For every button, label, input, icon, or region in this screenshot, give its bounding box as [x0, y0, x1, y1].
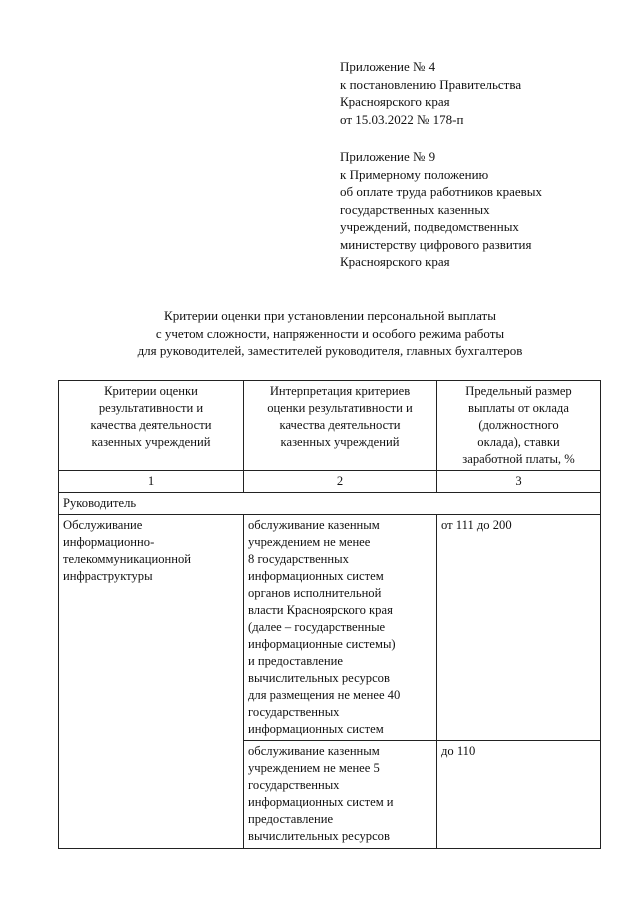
interpretation-line: обслуживание казенным	[248, 518, 380, 532]
header-line: Интерпретация критериев	[269, 384, 411, 398]
annex-line: Приложение № 4	[340, 59, 436, 74]
limit-cell: до 110	[437, 741, 601, 849]
header-line: качества деятельности	[279, 418, 401, 432]
criteria-table	[58, 380, 601, 849]
interpretation-line: (далее – государственные	[248, 620, 386, 634]
annex-line: министерству цифрового развития	[340, 236, 532, 252]
header-line: Критерии оценки	[104, 384, 198, 398]
annex-line: к Примерному положению	[340, 166, 489, 182]
interpretation-line: органов исполнительной	[248, 586, 382, 600]
header-line: Предельный размер	[465, 384, 572, 398]
criterion-line: телекоммуникационной	[63, 552, 192, 566]
annex-line: об оплате труда работников краевых	[340, 184, 543, 199]
section-row	[59, 493, 601, 515]
annex-main-header	[340, 58, 600, 128]
table-header-row	[59, 381, 601, 471]
interpretation-line: государственных	[248, 778, 340, 792]
interpretation-cell	[244, 515, 437, 741]
column-number-row	[59, 471, 601, 493]
criterion-cell-empty	[59, 741, 244, 849]
column-number: 3	[437, 471, 601, 493]
interpretation-line: и предоставление	[248, 654, 343, 668]
interpretation-line: вычислительных ресурсов	[248, 829, 390, 843]
interpretation-line: 8 государственных	[248, 552, 349, 566]
title-line: с учетом сложности, напряженности и особого режима работы	[155, 325, 505, 341]
header-line: оценки результативности и	[267, 401, 413, 415]
interpretation-line: информационных систем	[248, 569, 384, 583]
interpretation-line: информационных систем	[248, 722, 384, 736]
header-line: казенных учреждений	[91, 435, 211, 449]
header-criteria	[59, 381, 244, 471]
annex-line: учреждений, подведомственных	[340, 219, 519, 234]
header-line: выплаты от оклада	[468, 401, 569, 415]
title-line: Критерии оценки при установлении персональной выплаты	[164, 308, 496, 323]
header-line: (должностного	[478, 418, 559, 432]
column-number: 2	[244, 471, 437, 493]
interpretation-cell	[244, 741, 437, 849]
column-number: 1	[59, 471, 244, 493]
interpretation-line: вычислительных ресурсов	[248, 671, 390, 685]
interpretation-line: предоставление	[248, 812, 334, 826]
interpretation-line: власти Красноярского края	[248, 603, 393, 617]
header-line: качества деятельности	[90, 418, 212, 432]
annex-sub-header	[340, 148, 600, 271]
interpretation-line: информационные системы)	[248, 637, 396, 651]
annex-line: от 15.03.2022 № 178-п	[340, 111, 464, 127]
table-row	[59, 741, 601, 849]
header-interpretation	[244, 381, 437, 471]
document-title	[60, 307, 600, 360]
interpretation-line: учреждением не менее 5	[248, 761, 380, 775]
interpretation-line: информационных систем и	[248, 795, 394, 809]
title-line: для руководителей, заместителей руководителя, главных бухгалтеров	[137, 343, 523, 358]
criterion-line: информационно-	[63, 535, 155, 549]
criterion-line: инфраструктуры	[63, 569, 153, 583]
interpretation-line: обслуживание казенным	[248, 744, 380, 758]
criterion-line: Обслуживание	[63, 518, 143, 532]
limit-cell: от 111 до 200	[437, 515, 601, 741]
section-label: Руководитель	[59, 493, 601, 515]
table-row	[59, 515, 601, 741]
annex-line: к постановлению Правительства	[340, 76, 522, 92]
annex-line: государственных казенных	[340, 201, 490, 217]
annex-line: Приложение № 9	[340, 149, 436, 164]
header-line: оклада), ставки	[477, 435, 560, 449]
interpretation-line: для размещения не менее 40	[248, 688, 401, 702]
annex-line: Красноярского края	[340, 94, 450, 109]
header-line: заработной платы, %	[462, 452, 575, 466]
annex-line: Красноярского края	[340, 254, 450, 269]
criterion-cell	[59, 515, 244, 741]
interpretation-line: государственных	[248, 705, 340, 719]
header-line: результативности и	[98, 401, 204, 415]
header-line: казенных учреждений	[280, 435, 400, 449]
header-limit	[437, 381, 601, 471]
interpretation-line: учреждением не менее	[248, 535, 371, 549]
